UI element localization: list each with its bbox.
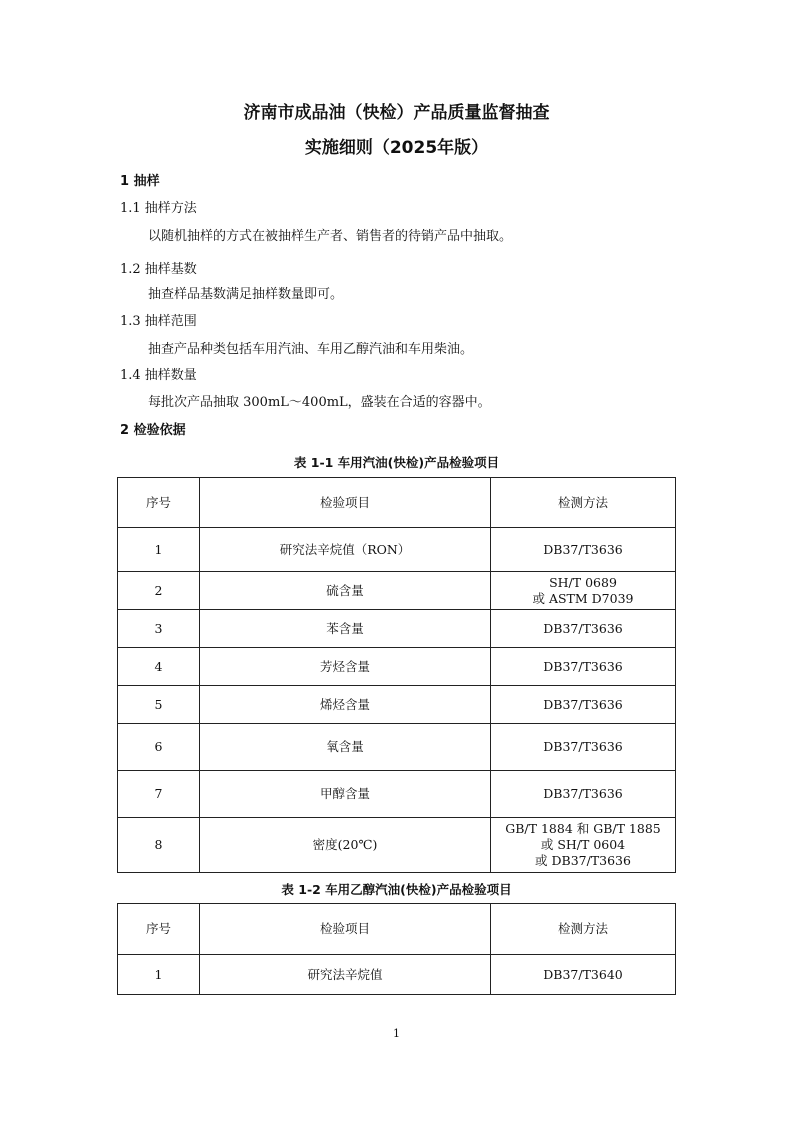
paragraph: 抽查产品种类包括车用汽油、车用乙醇汽油和车用柴油。: [148, 342, 474, 357]
test-method: DB37/T3636: [491, 528, 676, 572]
test-method: DB37/T3636: [491, 610, 676, 648]
test-item: 密度(20℃): [200, 818, 491, 873]
column-header: 检验项目: [200, 478, 491, 528]
row-number: 1: [118, 528, 200, 572]
column-header: 序号: [118, 478, 200, 528]
row-number: 1: [118, 955, 200, 995]
test-item: 硫含量: [200, 572, 491, 610]
page-number: 1: [393, 1027, 400, 1040]
paragraph: 每批次产品抽取 300mL～400mL，盛装在合适的容器中。: [148, 395, 491, 410]
table-gasoline-items: [117, 477, 676, 873]
subsection-heading: 1.1 抽样方法: [120, 201, 197, 216]
test-method: DB37/T3640: [491, 955, 676, 995]
paragraph: 以随机抽样的方式在被抽样生产者、销售者的待销产品中抽取。: [148, 229, 513, 244]
table-row: [118, 686, 676, 724]
doc-title-line1: 济南市成品油（快检）产品质量监督抽查: [243, 103, 550, 123]
test-item: 甲醇含量: [200, 771, 491, 818]
row-number: 6: [118, 724, 200, 771]
table-row: [118, 955, 676, 995]
column-header: 检验项目: [200, 904, 491, 955]
row-number: 5: [118, 686, 200, 724]
table-caption: 表 1-1 车用汽油(快检)产品检验项目: [293, 455, 500, 470]
table-header-row: [118, 904, 676, 955]
test-method: DB37/T3636: [491, 724, 676, 771]
subsection-heading: 1.4 抽样数量: [120, 368, 197, 383]
subsection-heading: 1.2 抽样基数: [120, 262, 197, 277]
test-item: 芳烃含量: [200, 648, 491, 686]
table-header-row: [118, 478, 676, 528]
table-ethanol-gasoline-items: [117, 903, 676, 995]
row-number: 3: [118, 610, 200, 648]
section-heading: 2 检验依据: [120, 423, 186, 438]
table-row: [118, 610, 676, 648]
test-item: 苯含量: [200, 610, 491, 648]
table-caption: 表 1-2 车用乙醇汽油(快检)产品检验项目: [281, 882, 512, 897]
row-number: 7: [118, 771, 200, 818]
test-item: 烯烃含量: [200, 686, 491, 724]
table-row: [118, 818, 676, 873]
table-row: [118, 724, 676, 771]
table-row: [118, 572, 676, 610]
section-heading: 1 抽样: [120, 174, 160, 189]
row-number: 4: [118, 648, 200, 686]
test-method: DB37/T3636: [491, 686, 676, 724]
column-header: 检测方法: [491, 904, 676, 955]
column-header: 序号: [118, 904, 200, 955]
paragraph: 抽查样品基数满足抽样数量即可。: [148, 287, 344, 302]
doc-title-line2: 实施细则（2025年版）: [304, 138, 489, 158]
row-number: 8: [118, 818, 200, 873]
test-item: 研究法辛烷值（RON）: [200, 528, 491, 572]
test-method: DB37/T3636: [491, 771, 676, 818]
column-header: 检测方法: [491, 478, 676, 528]
row-number: 2: [118, 572, 200, 610]
table-row: [118, 648, 676, 686]
test-item: 氧含量: [200, 724, 491, 771]
test-method: GB/T 1884 和 GB/T 1885 或 SH/T 0604 或 DB37/T3636: [491, 818, 676, 873]
table-row: [118, 528, 676, 572]
table-row: [118, 771, 676, 818]
test-method: SH/T 0689 或 ASTM D7039: [491, 572, 676, 610]
test-item: 研究法辛烷值: [200, 955, 491, 995]
subsection-heading: 1.3 抽样范围: [120, 314, 197, 329]
test-method: DB37/T3636: [491, 648, 676, 686]
